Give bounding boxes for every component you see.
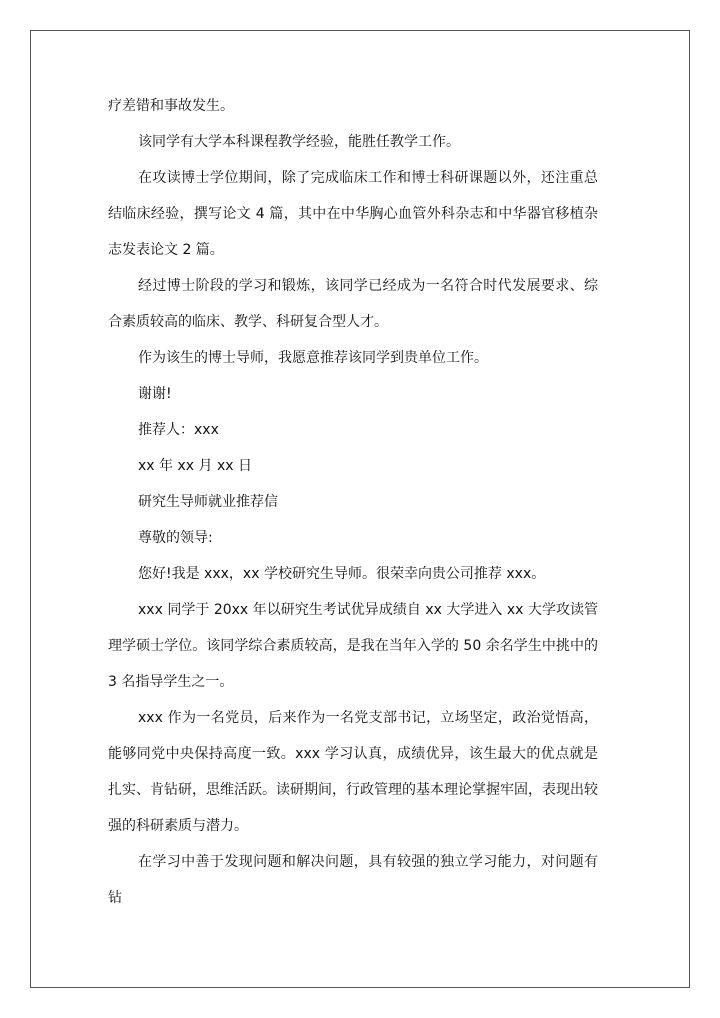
paragraph-2: 该同学有大学本科课程教学经验，能胜任教学工作。 xyxy=(138,134,460,150)
paragraph-12: xxx 同学于 20xx 年以研究生考试优异成绩自 xx 大学进入 xx 大学攻读管理学硕士学位。该同学综合素质较高，是我在当年入学的 50 余名学生中挑中的 3 名指导学生之一。 xyxy=(108,602,598,690)
paragraph-7: 推荐人：xxx xyxy=(138,422,219,438)
paragraph-4: 经过博士阶段的学习和锻炼，该同学已经成为一名符合时代发展要求、综合素质较高的临床、教学、科研复合型人才。 xyxy=(108,278,598,330)
paragraph-13: xxx 作为一名党员，后来作为一名党支部书记，立场坚定，政治觉悟高，能够同党中央保持高度一致。xxx 学习认真，成绩优异，该生最大的优点就是扎实、肯钻研，思维活跃。读研期间，行政管理的基本理论掌握牢固，表现出较强的科研素质与潜力。 xyxy=(108,710,598,834)
paragraph-5: 作为该生的博士导师，我愿意推荐该同学到贵单位工作。 xyxy=(138,350,488,366)
paragraph-6: 谢谢! xyxy=(138,386,172,402)
document-body xyxy=(108,88,598,916)
paragraph-10: 尊敬的领导: xyxy=(138,530,213,546)
paragraph-9: 研究生导师就业推荐信 xyxy=(138,494,278,510)
paragraph-11: 您好!我是 xxx，xx 学校研究生导师。很荣幸向贵公司推荐 xxx。 xyxy=(138,566,546,582)
paragraph-3: 在攻读博士学位期间，除了完成临床工作和博士科研课题以外，还注重总结临床经验，撰写论文 4 篇，其中在中华胸心血管外科杂志和中华器官移植杂志发表论文 2 篇。 xyxy=(108,170,598,258)
paragraph-8: xx 年 xx 月 xx 日 xyxy=(138,458,252,474)
paragraph-1: 疗差错和事故发生。 xyxy=(108,98,234,114)
paragraph-14: 在学习中善于发现问题和解决问题，具有较强的独立学习能力，对问题有钻 xyxy=(108,854,598,906)
